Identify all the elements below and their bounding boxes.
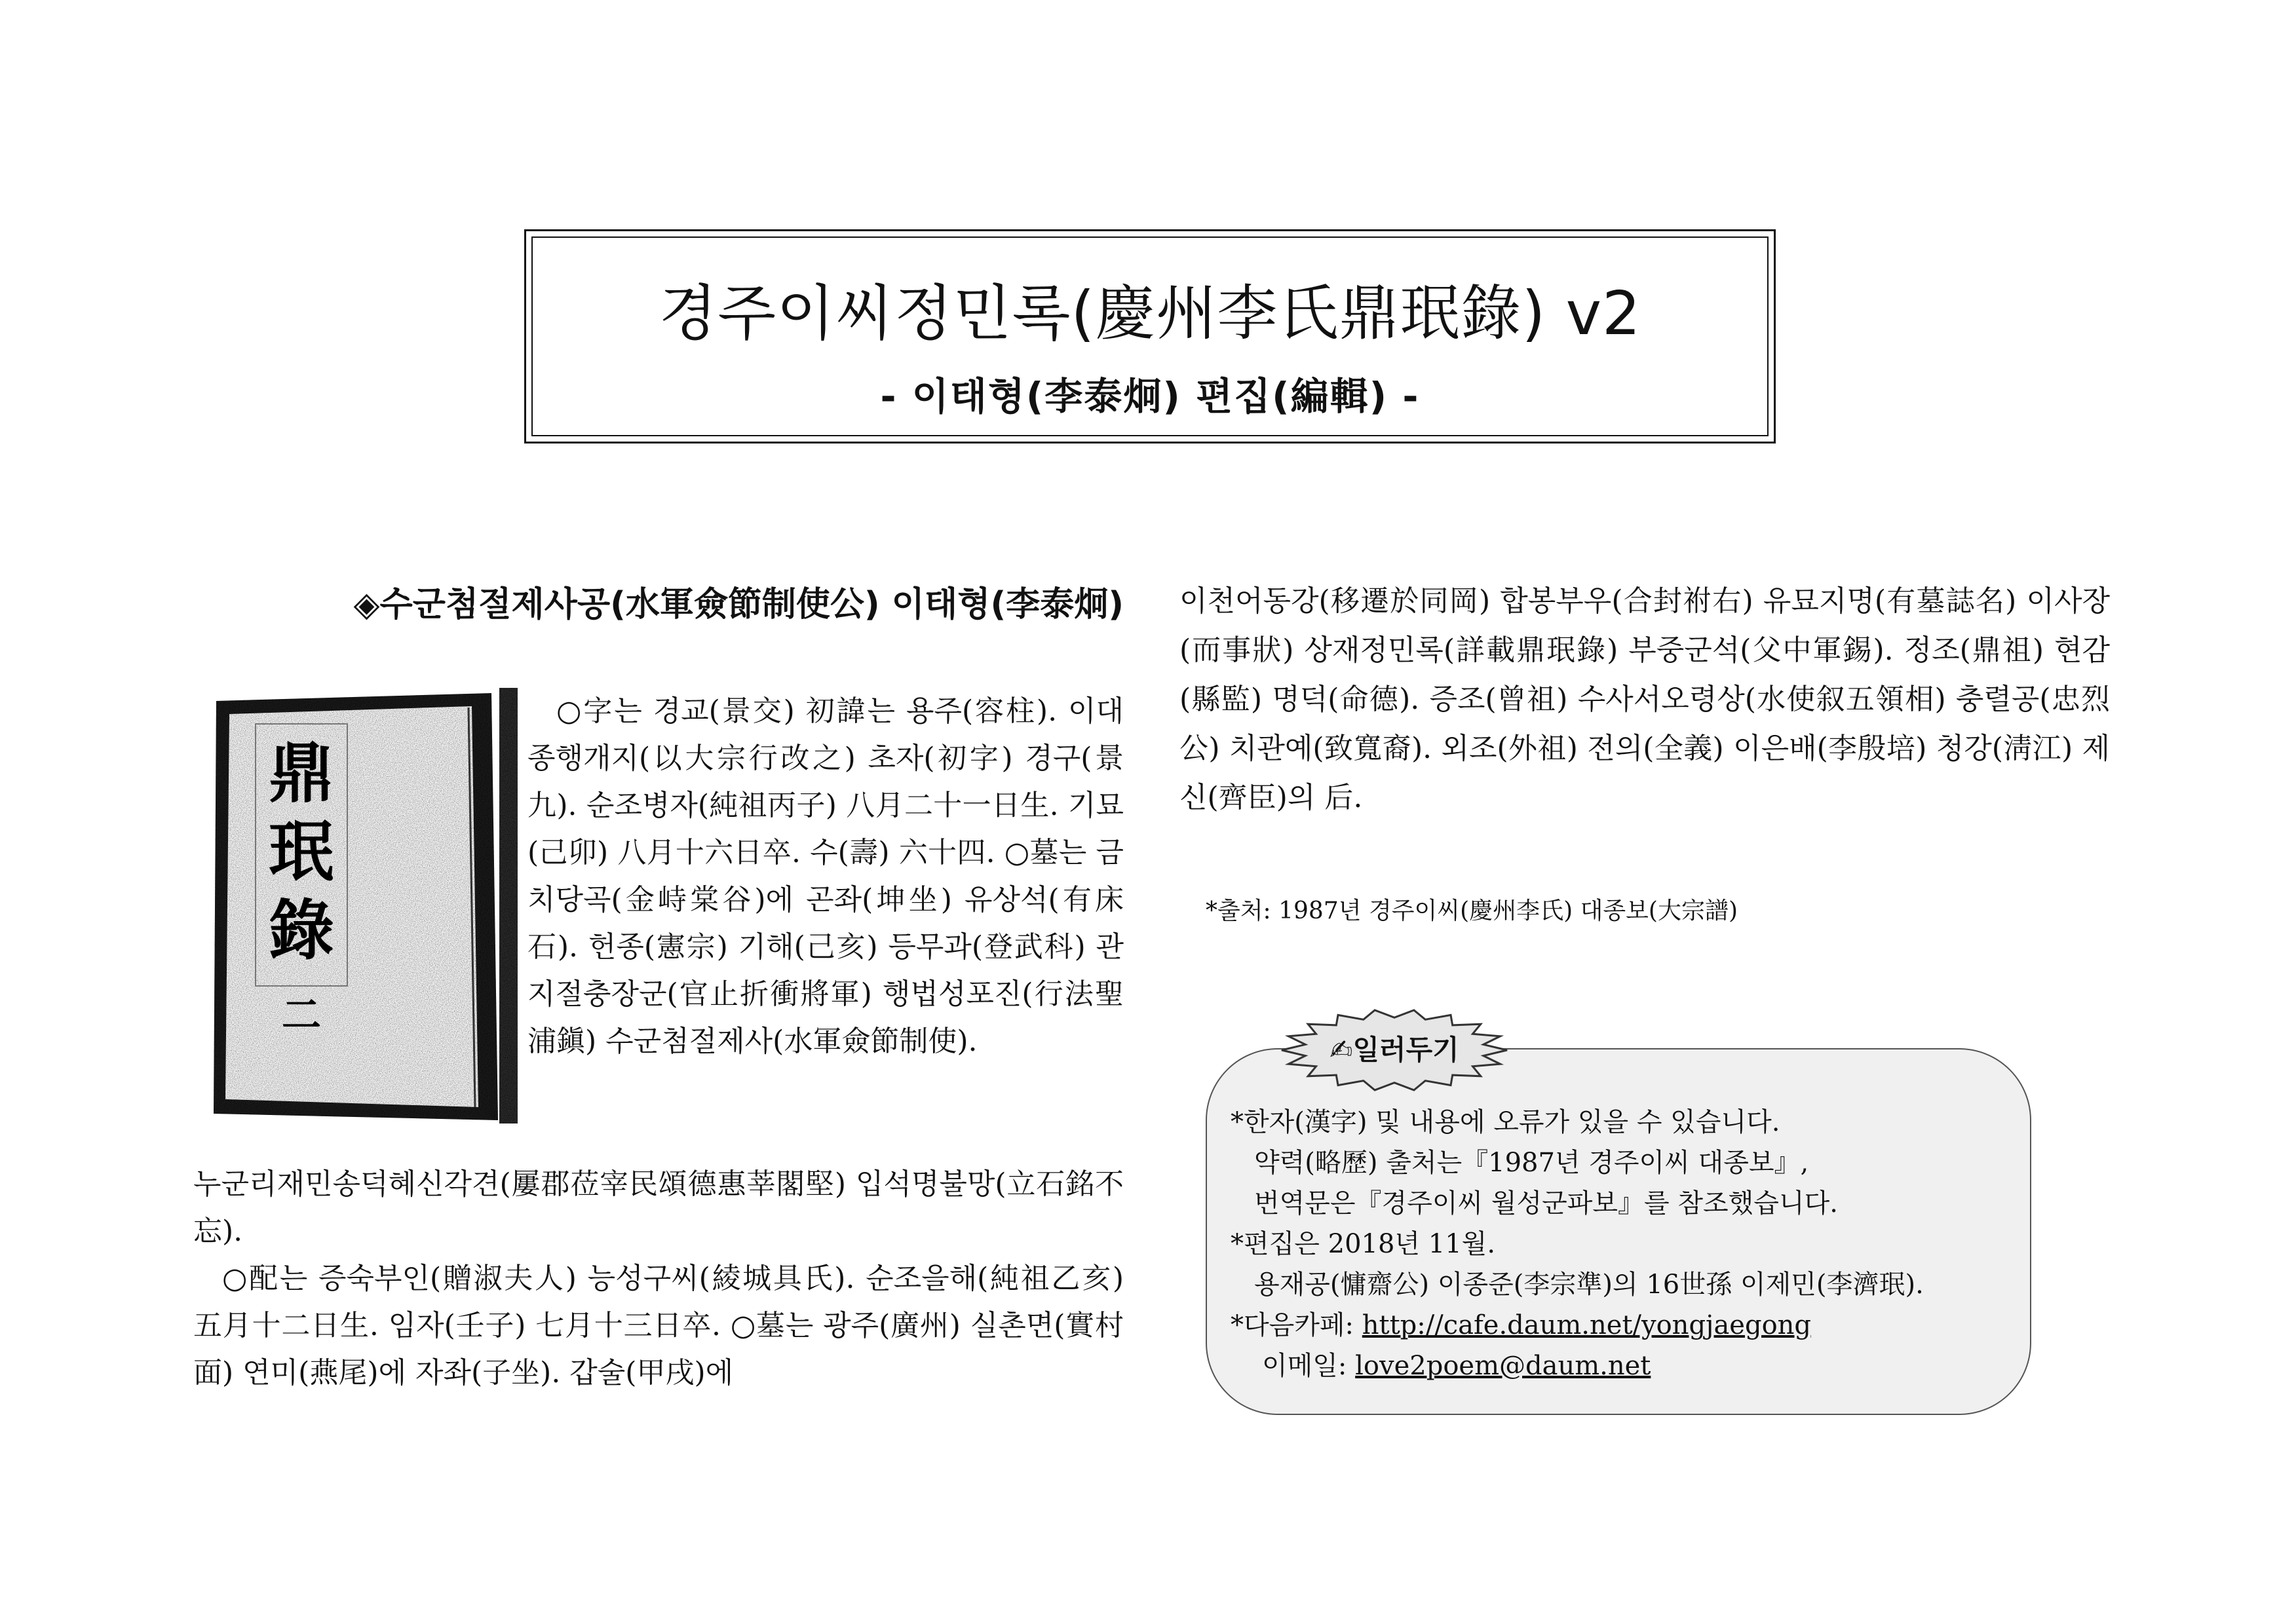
document-subtitle: - 이태형(李泰炯) 편집(編輯) - <box>880 374 1420 419</box>
biography-paragraph-continued-right: 이천어동강(移遷於同岡) 합봉부우(合封祔右) 유묘지명(有墓誌名) 이사장(而事狀) 상재정민록(詳載鼎珉錄) 부중군석(父中軍錫). 정조(鼎祖) 현감(縣監) 명덕(命德). 증조(曾祖) 수사서오령상(水使叙五領相) 충렬공(忠烈公) 치관예(致寬裔). 외조(外祖) 전의(全義) 이은배(李殷培) 청강(淸江) 제신(齊臣)의 后. <box>1179 584 2110 814</box>
note-line-4: *편집은 2018년 11월. <box>1231 1229 1496 1259</box>
document-title: 경주이씨정민록(慶州李氏鼎珉錄) v2 <box>659 278 1641 349</box>
book-cover-image <box>210 688 518 1124</box>
note-line-5: 용재공(慵齋公) 이종준(李宗準)의 16世孫 이제민(李濟珉). <box>1254 1270 1924 1300</box>
email-link[interactable]: love2poem@daum.net <box>1355 1351 1651 1381</box>
biography-paragraph-1: ○字는 경교(景交) 初諱는 용주(容柱). 이대종행개지(以大宗行改之) 초자(初字) 경구(景九). 순조병자(純祖丙子) 八月二十一日生. 기묘(己卯) 八月十六日卒. 수(壽) 六十四. ○墓는 금치당곡(金峙棠谷)에 곤좌(坤坐) 유상석(有床石). 헌종(憲宗) 기해(己亥) 등무과(登武科) 관지절충장군(官止折衝將軍) 행법성포진(行法聖浦鎭) 수군첨절제사(水軍僉節制使). <box>527 694 1124 1058</box>
cover-volume-mark: 二 <box>282 992 321 1038</box>
notes-text <box>1231 1102 2017 1386</box>
source-note: *출처: 1987년 경주이씨(慶州李氏) 대종보(大宗譜) <box>1206 897 1738 924</box>
biography-paragraph-1-continued: 누군리재민송덕혜신각견(屢郡莅宰民頌德惠莘閣堅) 입석명불망(立石銘不忘). <box>193 1167 1124 1248</box>
note-line-1: *한자(漢字) 및 내용에 오류가 있을 수 있습니다. <box>1231 1107 1780 1137</box>
note-line-3: 번역문은『경주이씨 월성군파보』를 참조했습니다. <box>1254 1188 1838 1218</box>
cover-title-char-3: 錄 <box>269 892 334 969</box>
email-label: 이메일: <box>1262 1351 1356 1381</box>
cafe-link[interactable]: http://cafe.daum.net/yongjaegong <box>1362 1310 1812 1340</box>
title-box <box>524 229 1776 444</box>
note-line-email <box>1231 1346 2017 1386</box>
cover-title-char-2: 珉 <box>269 813 334 890</box>
note-line-cafe <box>1231 1305 2017 1346</box>
cafe-label: *다음카페: <box>1231 1310 1362 1340</box>
cover-title-char-1: 鼎 <box>269 734 334 812</box>
spouse-paragraph: ○配는 증숙부인(贈淑夫人) 능성구씨(綾城具氏). 순조을해(純祖乙亥) 五月十二日生. 임자(壬子) 七月十三日卒. ○墓는 광주(廣州) 실촌면(實村面) 연미(燕尾)에 자좌(子坐). 갑술(甲戌)에 <box>193 1262 1124 1389</box>
note-line-2: 약력(略歷) 출처는『1987년 경주이씨 대종보』, <box>1254 1148 1809 1178</box>
section-heading: ◈수군첨절제사공(水軍僉節制使公) 이태형(李泰炯) <box>353 585 1124 624</box>
notes-badge-label: ✍일러두기 <box>1330 1034 1459 1066</box>
